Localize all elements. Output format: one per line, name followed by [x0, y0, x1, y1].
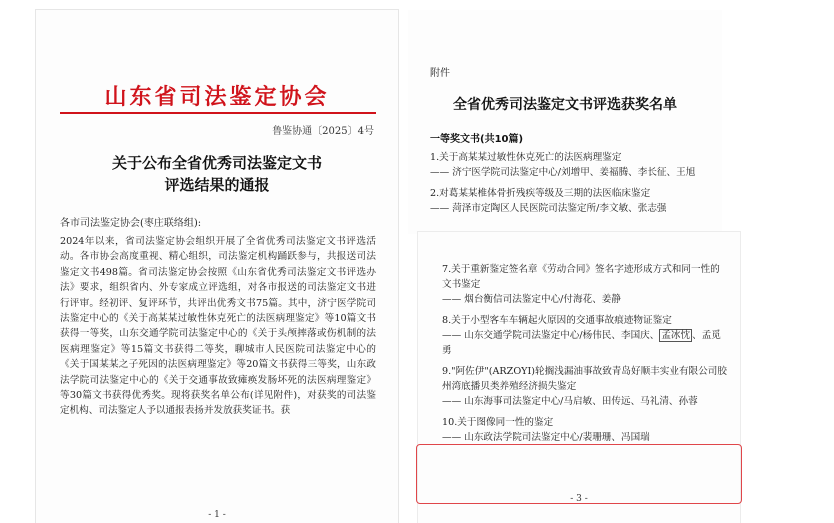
- award-item-author: —— 山东政法学院司法鉴定中心/裴珊珊、冯国瑞: [442, 432, 650, 443]
- award-item-author: —— 济宁医学院司法鉴定中心/刘增甲、姜福腾、李长征、王旭: [430, 167, 696, 178]
- list-item: [442, 313, 728, 358]
- award-item-author: —— 烟台衡信司法鉴定中心/付海花、姜静: [442, 294, 621, 305]
- award-item-author: —— 山东海事司法鉴定中心/马启敏、田传远、马礼清、孙蓉: [442, 396, 698, 407]
- notice-title-line1: 关于公布全省优秀司法鉴定文书: [111, 154, 322, 172]
- document-number: 鲁鉴协通〔2025〕4号: [272, 126, 374, 137]
- list-item: [442, 262, 728, 307]
- annex-page-top: [408, 10, 722, 234]
- list-item: [430, 150, 726, 180]
- notice-body: 2024年以来，省司法鉴定协会组织开展了全省优秀司法鉴定文书评选活动。各市协会高度重视、精心组织，司法鉴定机构踊跃参与，共报送司法鉴定文书498篇。省司法鉴定协会按照《山东省优秀司法鉴定文书评选办法》要求，组织省内、外专家成立评选组，对各市报送的司法鉴定文书进行评审。经初评、复评环节，共评出优秀文书75篇。其中，济宁医学院司法鉴定中心的《关于高某某过敏性休克死亡的法医病理鉴定》等10篇文书获得一等奖，山东交通学院司法鉴定中心的《关于头颅摔落或伤机制的法医病理鉴定》等15篇文书获得二等奖，聊城市人民医院司法鉴定中心的《关于国某某之子死因的法医病理鉴定》等20篇文书获得三等奖，山东政法学院司法鉴定中心的《关于交通事故致瘫痪发肠坏死的法医病理鉴定》等30篇文书获得优秀奖。现将获奖名单公布(详见附件)，对获奖的司法鉴定机构、司法鉴定人予以通报表扬并发放获奖证书。获: [60, 236, 376, 417]
- list-item: [430, 186, 726, 216]
- letterhead-title: 山东省司法鉴定协会: [104, 85, 330, 110]
- award-item-author: —— 菏泽市定陶区人民医院司法鉴定所/李文敏、张志强: [430, 203, 667, 214]
- page-number-right: - 3 -: [570, 494, 588, 504]
- award-item-title: 9."阿佐伊"(ARZOYI)轮搁浅漏油事故致青岛好顺丰实业有限公司胶州湾底播贝类养殖经济损失鉴定: [442, 366, 727, 392]
- annex-label: 附件: [430, 68, 450, 79]
- notice-page: [36, 10, 398, 523]
- award-item-title: 8.关于小型客车车辆起火原因的交通事故痕迹物证鉴定: [442, 315, 672, 326]
- author-prefix: —— 山东交通学院司法鉴定中心/杨伟民、李国庆、: [442, 330, 660, 341]
- award-item-title: 2.对葛某某椎体骨折残疾等级及三期的法医临床鉴定: [430, 188, 651, 199]
- award-item-author: [442, 328, 728, 358]
- page-number-left: - 1 -: [208, 510, 226, 520]
- award-item-title: 7.关于重新鉴定签名章《劳动合同》签名字迹形成方式和同一性的文书鉴定: [442, 264, 720, 290]
- first-prize-section-title: 一等奖文书(共10篇): [430, 134, 524, 145]
- letterhead-divider: [60, 112, 376, 114]
- award-item-title: 10.关于图像同一性的鉴定: [442, 417, 554, 428]
- salutation: 各市司法鉴定协会(枣庄联络组):: [60, 218, 202, 229]
- list-item: [442, 364, 728, 409]
- annex-title: 全省优秀司法鉴定文书评选获奖名单: [453, 97, 677, 113]
- award-list-bottom: [442, 262, 728, 451]
- boxed-author-name: 孟冰忱: [661, 330, 691, 341]
- list-item: [442, 415, 728, 445]
- notice-title-line2: 评选结果的通报: [164, 176, 270, 194]
- award-list-top: [430, 150, 726, 222]
- author-suffix: 、孟觅勇: [442, 330, 721, 356]
- annex-page-bottom: [418, 232, 740, 523]
- award-item-title: 1.关于高某某过敏性休克死亡的法医病理鉴定: [430, 152, 622, 163]
